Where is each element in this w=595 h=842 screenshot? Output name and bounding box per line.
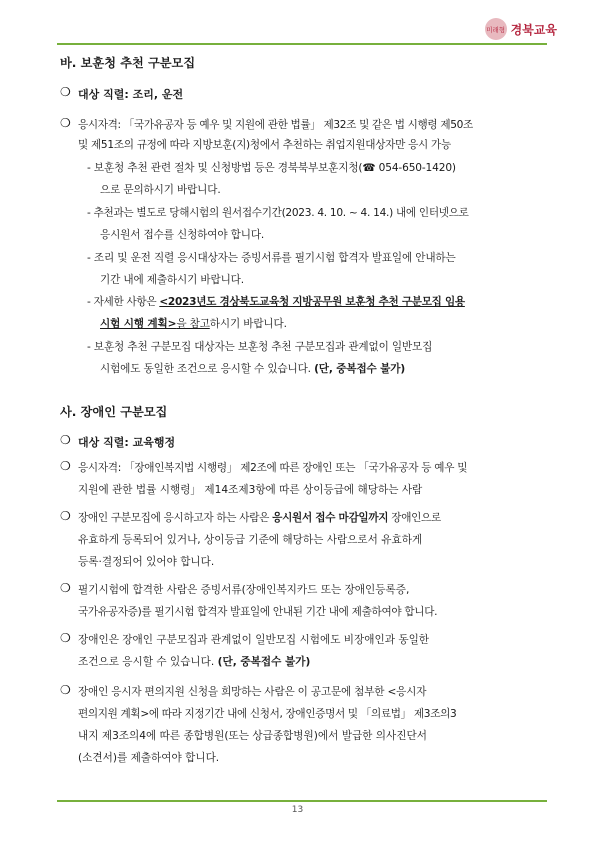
circle-bullet-icon: ❍ [60, 581, 71, 595]
note-ba-2-line1: - 추천과는 별도로 당해시험의 원서접수기간(2023. 4. 10. ~ 4. 14.) 내에 인터넷으로 [87, 207, 469, 219]
note-ba-5-line2: 시험에도 동일한 조건으로 응시할 수 있습니다. (단, 중복접수 불가) [100, 363, 406, 375]
circle-bullet-icon: ❍ [60, 459, 71, 473]
page-number: 13 [291, 805, 304, 815]
note-ba-3-line2: 기간 내에 제출하시기 바랍니다. [100, 274, 244, 286]
documents-sa-line1: 필기시험에 합격한 사람은 증빙서류(장애인복지카드 또는 장애인등록증, [78, 584, 410, 596]
note-ba-4-line2: 시험 시행 계획>을 참고하시기 바랍니다. [100, 318, 287, 330]
footer-rule [57, 800, 547, 802]
logo-emblem-icon: 미래형 [485, 18, 507, 40]
general-sa-line2: 조건으로 응시할 수 있습니다. (단, 중복접수 불가) [78, 656, 311, 668]
eligibility-sa-line2: 지원에 관한 법률 시행령」 제14조제3항에 따른 상이등급에 해당하는 사람 [78, 484, 423, 496]
support-sa-line3: 내지 제3조의4에 따른 종합병원(또는 상급종합병원)에서 발급한 의사진단서 [78, 730, 427, 742]
section-title-sa: 사. 장애인 구분모집 [60, 405, 168, 419]
eligibility-ba-line1: 응시자격: 「국가유공자 등 예우 및 지원에 관한 법률」 제32조 및 같은 법 시행령 제50조 [78, 119, 473, 131]
circle-bullet-icon: ❍ [60, 509, 71, 523]
eligibility-ba-line2: 및 제51조의 규정에 따라 지방보훈(지)청에서 추천하는 취업지원대상자만 응시 가능 [78, 139, 451, 151]
note-ba-5-line1: - 보훈청 추천 구분모집 대상자는 보훈청 추천 구분모집과 관계없이 일반모집 [87, 341, 433, 353]
job-series-sa: 대상 직렬: 교육행정 [78, 436, 176, 449]
logo [485, 18, 557, 40]
note-ba-3-line1: - 조리 및 운전 직렬 응시대상자는 증빙서류를 필기시험 합격자 발표일에 안내하는 [87, 252, 456, 264]
eligibility-sa-line1: 응시자격: 「장애인복지법 시행령」 제2조에 따른 장애인 또는 「국가유공자 등 예우 및 [78, 462, 468, 474]
support-sa-line2: 편의지원 계획>에 따라 지정기간 내에 신청서, 장애인증명서 및 「의료법」 제3조의3 [78, 708, 457, 720]
registration-sa-line3: 등록·결정되어 있어야 합니다. [78, 556, 215, 568]
circle-bullet-icon: ❍ [60, 683, 71, 697]
support-sa-line4: (소견서)를 제출하여야 합니다. [78, 752, 220, 764]
job-series-ba: 대상 직렬: 조리, 운전 [78, 88, 184, 101]
section-title-ba: 바. 보훈청 추천 구분모집 [60, 56, 196, 70]
note-ba-1-line2: 으로 문의하시기 바랍니다. [100, 184, 221, 196]
registration-sa-line1: 장애인 구분모집에 응시하고자 하는 사람은 응시원서 접수 마감일까지 장애인으로 [78, 512, 441, 524]
registration-sa-line2: 유효하게 등록되어 있거나, 상이등급 기준에 해당하는 사람으로서 유효하게 [78, 534, 423, 546]
note-ba-1-line1: - 보훈청 추천 관련 절차 및 신청방법 등은 경북북부보훈지청(☎ 054-650-1420) [87, 162, 456, 174]
header-rule [57, 43, 547, 45]
circle-bullet-icon: ❍ [60, 85, 71, 99]
documents-sa-line2: 국가유공자증)를 필기시험 합격자 발표일에 안내된 기간 내에 제출하여야 합니다. [78, 606, 438, 618]
logo-text: 경북교육 [510, 22, 557, 37]
support-sa-line1: 장애인 응시자 편의지원 신청을 희망하는 사람은 이 공고문에 첨부한 <응시자 [78, 686, 427, 698]
circle-bullet-icon: ❍ [60, 116, 71, 130]
general-sa-line1: 장애인은 장애인 구분모집과 관계없이 일반모집 시험에도 비장애인과 동일한 [78, 634, 430, 646]
note-ba-4-line1: - 자세한 사항은 <2023년도 경상북도교육청 지방공무원 보훈청 추천 구분모집 임용 [87, 296, 465, 308]
circle-bullet-icon: ❍ [60, 433, 71, 447]
note-ba-2-line2: 응시원서 접수를 신청하여야 합니다. [100, 229, 265, 241]
circle-bullet-icon: ❍ [60, 631, 71, 645]
